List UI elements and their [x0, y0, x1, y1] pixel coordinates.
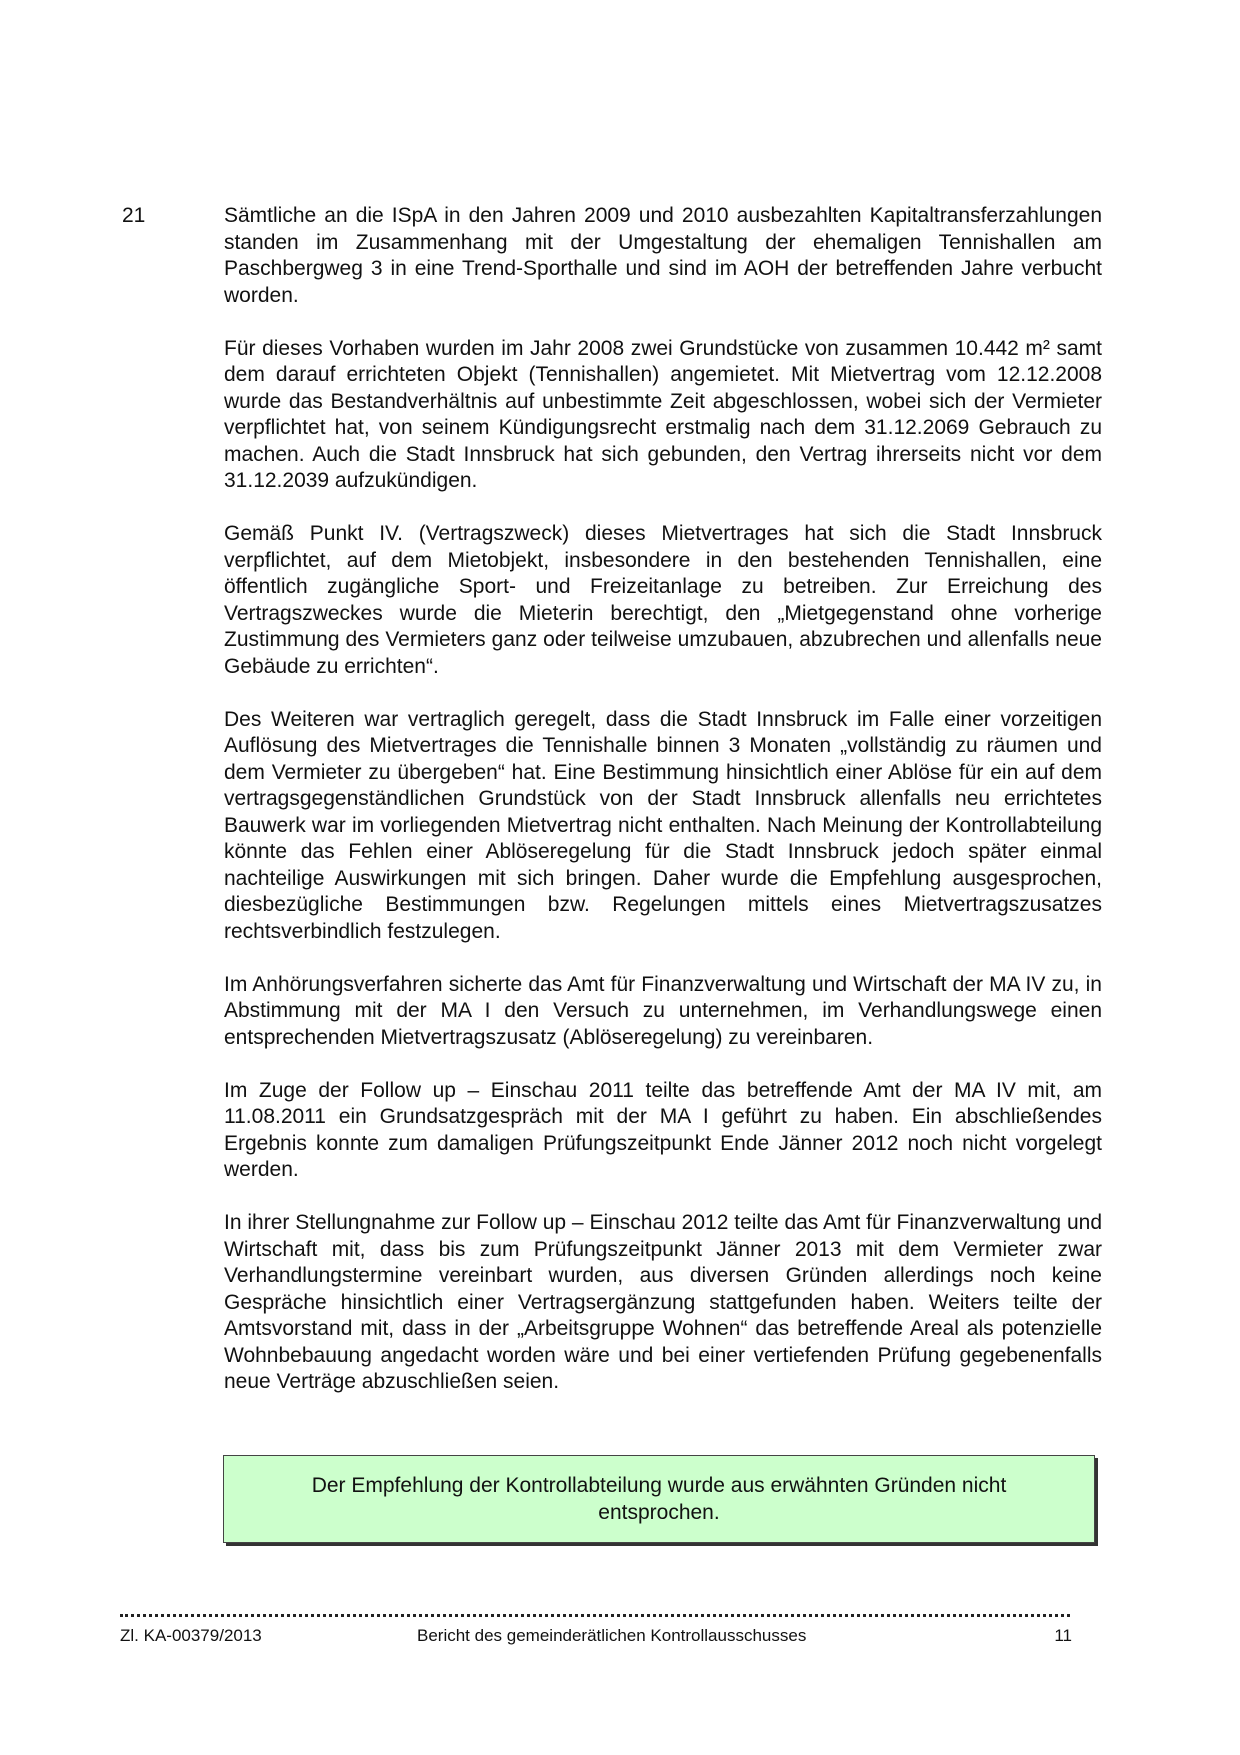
footer-reference: Zl. KA-00379/2013 — [120, 1626, 262, 1645]
body-text — [224, 203, 1102, 1422]
conclusion-text: Der Empfehlung der Kontrollabteilung wurde aus erwähnten Gründen nicht entsprochen. — [311, 1474, 1007, 1524]
section-number: 21 — [122, 204, 146, 227]
conclusion-box — [223, 1455, 1095, 1543]
paragraph-6: Im Zuge der Follow up – Einschau 2011 teilte das betreffende Amt der MA IV mit, am 11.08.2011 ein Grundsatzgespräch mit der MA I geführt zu haben. Ein abschließendes Ergebnis konnte zum damaligen Prüfungszeitpunkt Ende Jänner 2012 noch nicht vorgelegt werden. — [224, 1078, 1102, 1181]
paragraph-4: Des Weiteren war vertraglich geregelt, dass die Stadt Innsbruck im Falle einer vorzeitigen Auflösung des Mietvertrages die Tennishalle binnen 3 Monaten „vollständig zu räumen und dem Vermieter zu übergeben“ hat. Eine Bestimmung hinsichtlich einer Ablöse für ein auf dem vertragsgegenständlichen Grundstück von der Stadt Innsbruck allenfalls neu errichtetes Bauwerk war im vorliegenden Mietvertrag nicht enthalten. Nach Meinung der Kontrollabteilung könnte das Fehlen einer Ablöseregelung für die Stadt Innsbruck jedoch später einmal nachteilige Auswirkungen mit sich bringen. Daher wurde die Empfehlung ausgesprochen, diesbezügliche Bestimmungen bzw. Regelungen mittels eines Mietvertragszusatzes rechtsverbindlich festzulegen. — [224, 707, 1102, 943]
paragraph-7: In ihrer Stellungnahme zur Follow up – Einschau 2012 teilte das Amt für Finanzverwaltung und Wirtschaft mit, dass bis zum Prüfungszeitpunkt Jänner 2013 mit dem Vermieter zwar Verhandlungstermine vereinbart wurden, aus diversen Gründen allerdings noch keine Gespräche hinsichtlich einer Vertragsergänzung stattgefunden haben. Weiters teilte der Amtsvorstand mit, dass in der „Arbeitsgruppe Wohnen“ das betreffende Areal als potenzielle Wohnbebauung angedacht worden wäre und bei einer vertiefenden Prüfung gegebenenfalls neue Verträge abzuschließen seien. — [224, 1211, 1102, 1393]
footer-title: Bericht des gemeinderätlichen Kontrollausschusses — [417, 1626, 807, 1645]
footer-divider — [120, 1608, 1070, 1617]
footer-page-number: 11 — [1054, 1626, 1072, 1645]
paragraph-1: Sämtliche an die ISpA in den Jahren 2009 und 2010 ausbezahlten Kapitaltransferzahlungen standen im Zusammenhang mit der Umgestaltung der ehemaligen Tennishallen am Paschbergweg 3 in eine Trend-Sporthalle und sind im AOH der betreffenden Jahre verbucht worden. — [224, 204, 1102, 307]
paragraph-2: Für dieses Vorhaben wurden im Jahr 2008 zwei Grundstücke von zusammen 10.442 m² samt dem darauf errichteten Objekt (Tennishallen) angemietet. Mit Mietvertrag vom 12.12.2008 wurde das Bestandverhältnis auf unbestimmte Zeit abgeschlossen, wobei sich der Vermieter verpflichtet hat, von seinem Kündigungsrecht erstmalig nach dem 31.12.2069 Gebrauch zu machen. Auch die Stadt Innsbruck hat sich gebunden, den Vertrag ihrerseits nicht vor dem 31.12.2039 aufzukündigen. — [224, 336, 1102, 492]
paragraph-3: Gemäß Punkt IV. (Vertragszweck) dieses Mietvertrages hat sich die Stadt Innsbruck verpflichtet, auf dem Mietobjekt, insbesondere in den bestehenden Tennishallen, eine öffentlich zugängliche Sport- und Freizeitanlage zu betreiben. Zur Erreichung des Vertragszweckes wurde die Mieterin berechtigt, den „Mietgegenstand ohne vorherige Zustimmung des Vermieters ganz oder teilweise umzubauen, abzubrechen und allenfalls neue Gebäude zu errichten“. — [224, 522, 1102, 678]
paragraph-5: Im Anhörungsverfahren sicherte das Amt für Finanzverwaltung und Wirtschaft der MA IV zu, in Abstimmung mit der MA I den Versuch zu unternehmen, im Verhandlungswege einen entsprechenden Mietvertragszusatz (Ablöseregelung) zu vereinbaren. — [224, 972, 1102, 1049]
